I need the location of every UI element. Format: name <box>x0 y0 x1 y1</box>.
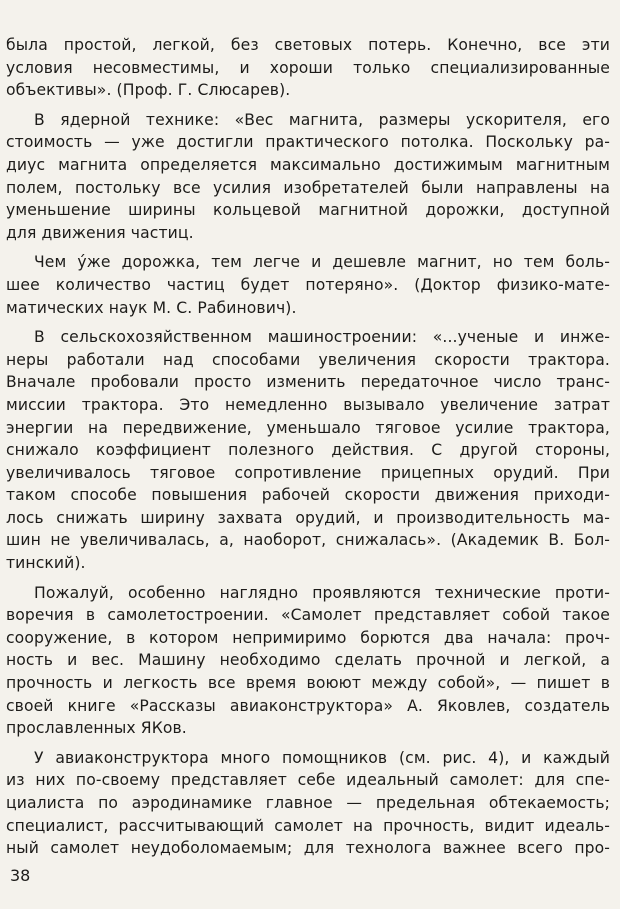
text-line: из них по-своему представляет себе идеальный самолет: для спе- <box>6 771 610 790</box>
text-line: лось снижать ширину захвата орудий, и производительность ма- <box>6 508 610 527</box>
text-line: Чем у́же дорожка, тем легче и дешевле магнит, но тем боль- <box>34 253 610 272</box>
text-line: В сельскохозяйственном машиностроении: «...ученые и инже- <box>34 328 610 347</box>
text-line: условия несовместимы, и хороши только специализированные <box>6 58 610 77</box>
paragraph <box>6 109 610 245</box>
text-line: У авиаконструктора много помощников (см. рис. 4), и каждый <box>34 748 610 767</box>
text-line: циалиста по аэродинамике главное — предельная обтекаемость; <box>6 794 610 812</box>
text-line: прочность и легкость все время воюют между собой», — пишет в <box>6 674 610 693</box>
paragraph <box>6 747 610 860</box>
text-line: объективы». (Проф. Г. Слюсарев). <box>6 81 291 100</box>
paragraph <box>6 326 610 575</box>
paragraph <box>6 251 610 319</box>
text-line: шин не увеличивалась, а, наоборот, снижалась». (Академик В. Бол- <box>6 531 610 550</box>
text-line: полем, постольку все усилия изобретателей были направлены на <box>6 178 610 197</box>
text-line: увеличивалось тяговое сопротивление прицепных орудий. При <box>6 463 610 482</box>
text-line: тинский). <box>6 554 86 573</box>
text-line: своей книге «Рассказы авиаконструктора» А. Яковлев, создатель <box>6 696 610 715</box>
page-number: 38 <box>10 866 31 885</box>
text-line: энергии на передвижение, уменьшало тяговое усилие трактора, <box>6 418 610 437</box>
text-line: снижало коэффициент полезного действия. С другой стороны, <box>6 441 610 460</box>
text-line: ный самолет неудоболомаемым; для технолога важнее всего про- <box>6 839 610 858</box>
text-line: диус магнита определяется максимально достижимым магнитным <box>6 155 610 174</box>
text-line: уменьшение ширины кольцевой магнитной дорожки, доступной <box>6 201 610 220</box>
text-line: Вначале пробовали просто изменить передаточное число транс- <box>6 373 610 392</box>
text-line: неры работали над способами увеличения скорости трактора. <box>6 350 610 369</box>
text-line: воречия в самолетостроении. «Самолет представляет собой такое <box>6 606 610 625</box>
text-line: миссии трактора. Это немедленно вызывало увеличение затрат <box>6 395 610 414</box>
text-line: Пожалуй, особенно наглядно проявляются технические проти- <box>34 583 610 602</box>
text-line: шее количество частиц будет потеряно». (Доктор физико-мате- <box>6 275 610 294</box>
paragraph <box>6 34 610 102</box>
text-line: матических наук М. С. Рабинович). <box>6 298 297 317</box>
text-line: таком способе повышения рабочей скорости движения приходи- <box>6 486 610 505</box>
text-line: для движения частиц. <box>6 223 194 242</box>
body-text <box>6 34 610 860</box>
text-line: была простой, легкой, без световых потерь. Конечно, все эти <box>6 36 610 54</box>
text-line: прославленных ЯКов. <box>6 719 187 738</box>
text-line: ность и вес. Машину необходимо сделать прочной и легкой, а <box>6 651 610 670</box>
text-line: специалист, рассчитывающий самолет на прочность, видит идеаль- <box>6 816 610 835</box>
text-line: сооружение, в котором непримиримо борются два начала: проч- <box>6 628 610 647</box>
text-line: В ядерной технике: «Вес магнита, размеры ускорителя, его <box>34 110 610 129</box>
text-line: стоимость — уже достигли практического потолка. Поскольку ра- <box>6 133 610 152</box>
paragraph <box>6 582 610 740</box>
